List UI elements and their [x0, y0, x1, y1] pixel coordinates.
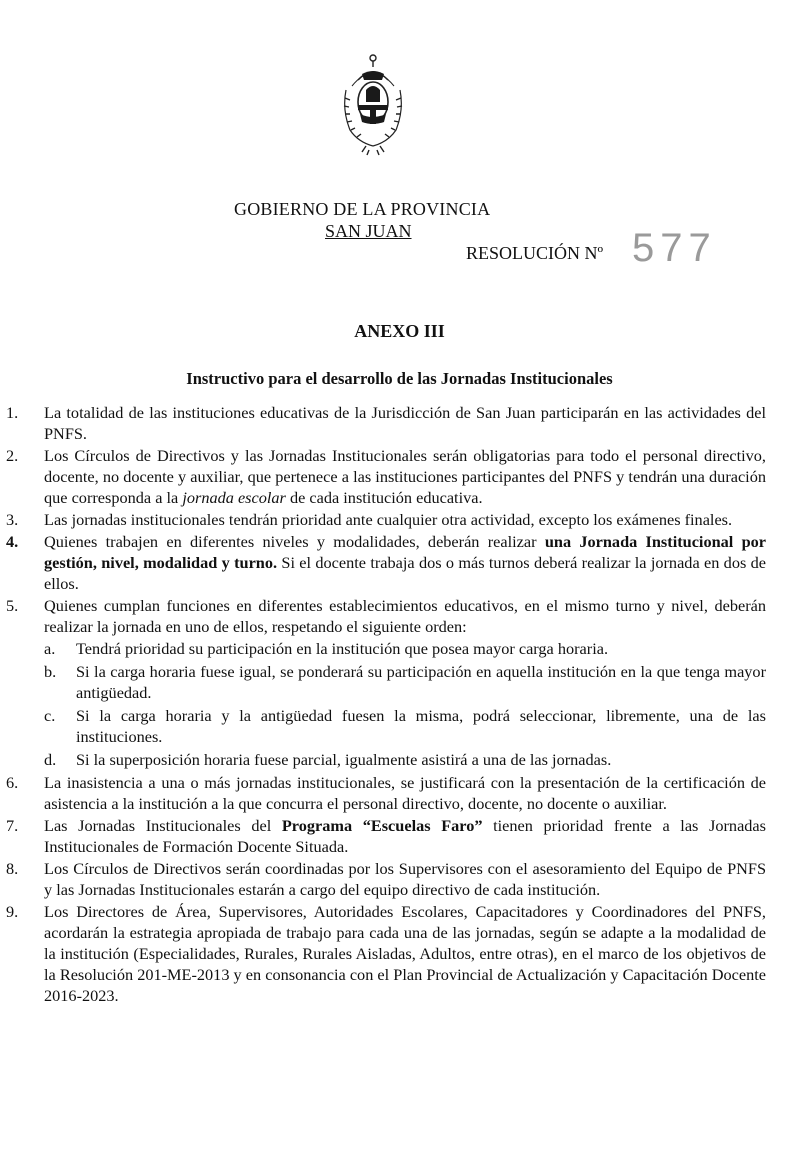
instruction-list: [0, 402, 766, 1007]
item-emphasis: jornada escolar: [182, 488, 286, 507]
sub-list-item: [44, 661, 766, 703]
item-bold-text: Programa “Escuelas Faro”: [281, 816, 483, 835]
item-text-end: de cada institución educativa.: [285, 488, 483, 507]
item-bold-text: una Jornada Institucional por gestión, nivel, modalidad y turno.: [44, 532, 767, 572]
coat-of-arms-emblem: [336, 50, 410, 158]
sub-list-item: [44, 749, 766, 770]
province-name: SAN JUAN: [325, 221, 412, 241]
item-number: 6.: [6, 773, 19, 792]
list-item: [0, 815, 766, 857]
resolution-label: RESOLUCIÓN Nº: [466, 243, 604, 263]
sub-list-item: [44, 638, 766, 659]
item-number: 4.: [6, 532, 19, 551]
annex-title: ANEXO III: [354, 321, 445, 341]
sub-item-text: Si la carga horaria fuese igual, se ponderará su participación en aquella institución en la que tenga mayor antigüedad.: [76, 662, 766, 702]
sub-item-letter: d.: [44, 750, 57, 769]
item-number: 2.: [6, 446, 19, 465]
list-item: [0, 772, 766, 814]
sub-item-text: Si la carga horaria y la antigüedad fuesen la misma, podrá seleccionar, libremente, una de las instituciones.: [76, 706, 766, 746]
item-number: 9.: [6, 902, 19, 921]
item-number: 3.: [6, 510, 19, 529]
sub-list-item: [44, 705, 766, 747]
document-subtitle: Instructivo para el desarrollo de las Jornadas Institucionales: [186, 369, 613, 388]
sub-item-letter: b.: [44, 662, 57, 681]
item-text-end: Si el docente trabaja dos o más turnos deberá realizar la jornada en dos de ellos.: [44, 553, 766, 593]
item-text-end: tienen prioridad frente a las Jornadas Institucionales de Formación Docente Situada.: [44, 816, 766, 856]
list-item: [0, 595, 766, 770]
item-text: Las Jornadas Institucionales del: [44, 816, 282, 835]
item-text: Las jornadas institucionales tendrán prioridad ante cualquier otra actividad, excepto los exámenes finales.: [44, 510, 733, 529]
list-item: [0, 901, 766, 1006]
list-item: [0, 402, 766, 444]
item-text: La inasistencia a una o más jornadas institucionales, se justificará con la presentación de la certificación de asistencia a la institución a la que concurra el personal directivo, docente, no docente o auxiliar.: [44, 773, 766, 813]
item-number: 8.: [6, 859, 19, 878]
item-text: Quienes trabajen en diferentes niveles y modalidades, deberán realizar: [44, 532, 545, 551]
item-number: 7.: [6, 816, 19, 835]
item-text: Los Círculos de Directivos y las Jornadas Institucionales serán obligatorias para todo el personal directivo, docente, no docente y auxiliar, que pertenece a las instituciones participantes del PNFS y tendrán una duración que corresponda a la: [44, 446, 766, 507]
resolution-number-stamp: 577: [632, 226, 717, 270]
item-text: Quienes cumplan funciones en diferentes establecimientos educativos, en el mismo turno y nivel, deberán realizar la jornada en uno de ellos, respetando el siguiente orden:: [44, 596, 766, 636]
sub-item-letter: a.: [44, 639, 56, 658]
government-heading: GOBIERNO DE LA PROVINCIA: [234, 199, 491, 219]
sub-list: [44, 638, 766, 770]
item-text: La totalidad de las instituciones educativas de la Jurisdicción de San Juan participarán en las actividades del PNFS.: [44, 403, 766, 443]
sub-item-text: Si la superposición horaria fuese parcial, igualmente asistirá a una de las jornadas.: [76, 750, 612, 769]
list-item: [0, 445, 766, 508]
item-text: Los Círculos de Directivos serán coordinadas por los Supervisores con el asesoramiento del Equipo de PNFS y las Jornadas Institucionales estarán a cargo del equipo directivo de cada institución.: [44, 859, 766, 899]
list-item: [0, 509, 766, 530]
item-number: 5.: [6, 596, 19, 615]
item-text: Los Directores de Área, Supervisores, Autoridades Escolares, Capacitadores y Coordinadores del PNFS, acordarán la estrategia apropiada de trabajo para cada una de las jornadas, según se adapte a la modalidad de la institución (Especialidades, Rurales, Rurales Aisladas, Adultos, entre otras), en el marco de los objetivos de la Resolución 201-ME-2013 y en consonancia con el Plan Provincial de Actualización y Capacitación Docente 2016-2023.: [44, 902, 766, 1005]
list-item: [0, 531, 766, 594]
list-item: [0, 858, 766, 900]
item-number: 1.: [6, 403, 19, 422]
sub-item-letter: c.: [44, 706, 56, 725]
sub-item-text: Tendrá prioridad su participación en la institución que posea mayor carga horaria.: [76, 639, 609, 658]
